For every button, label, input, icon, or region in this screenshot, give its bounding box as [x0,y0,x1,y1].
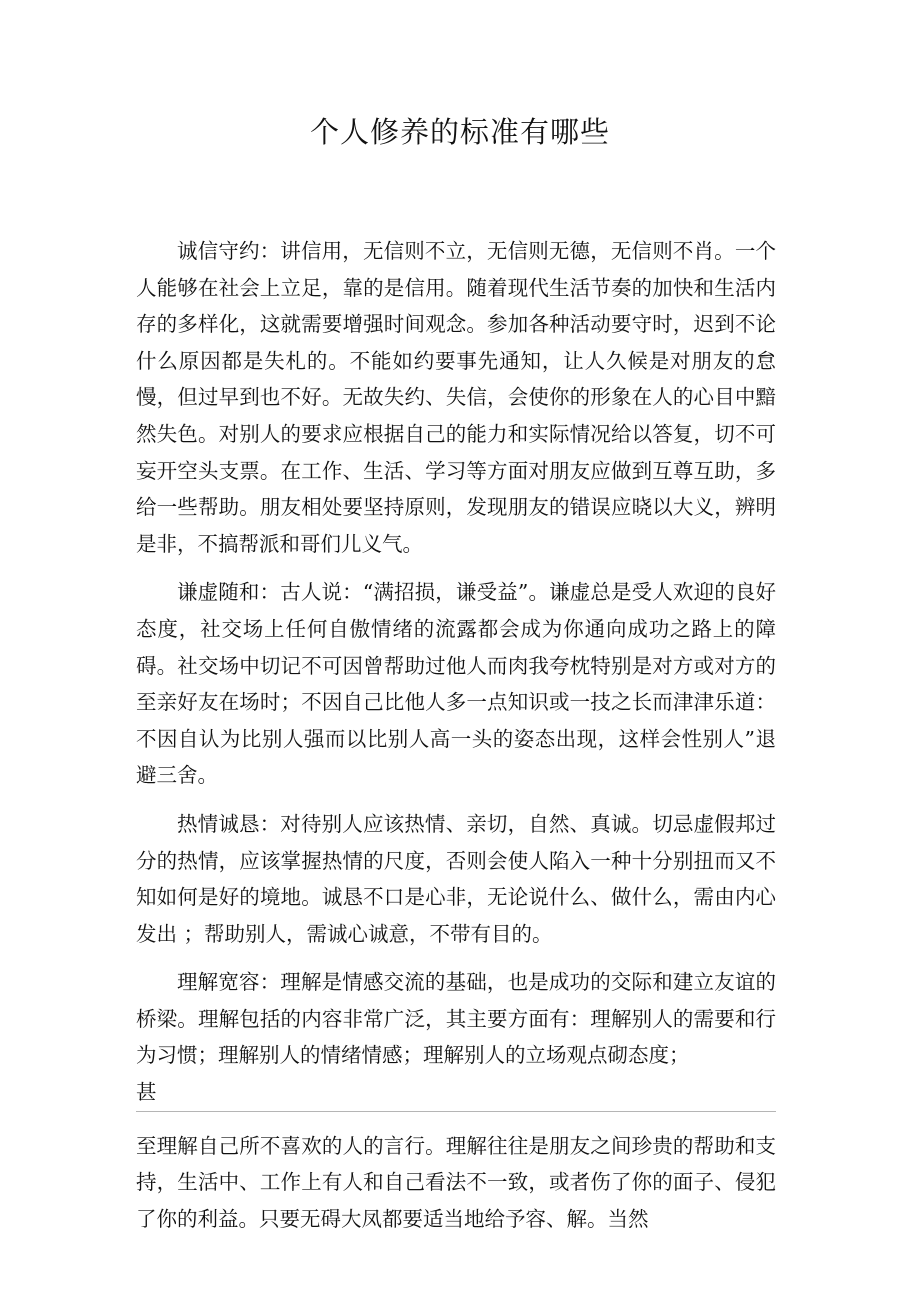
document-title: 个人修养的标准有哪些 [309,115,610,149]
paragraph-modesty: 谦虚随和：古人说：“满招损，谦受益”。谦虚总是受人欢迎的良好态度，社交场上任何自傲情绪的流露都会成为你通向成功之路上的障碍。社交场中切记不可因曾帮助过他人而肉我夸枕特别是对方或对方的至亲好友在场时；不因自己比他人多一点知识或一技之长而津津乐道：不因自认为比别人强而以比别人高一头的姿态出现，这样会性别人”退避三舍。 [136,580,776,788]
page-break-rule [136,1111,776,1112]
paragraph-understanding-tail: 甚 [136,1080,157,1105]
paragraph-understanding-continued: 至理解自己所不喜欢的人的言行。理解往往是朋友之间珍贵的帮助和支持，生活中、工作上有人和自己看法不一致，或者伤了你的面子、侵犯了你的利益。只要无碍大凤都要适当地给予容、解。当然 [136,1133,776,1231]
paragraph-sincerity: 热情诚恳：对待别人应该热情、亲切，自然、真诚。切忌虚假邦过分的热情，应该掌握热情的尺度，否则会使人陷入一种十分别扭而又不知如何是好的境地。诚恳不口是心非，无论说什么、做什么，需由内心发出 ；帮助别人，需诚心诚意，不带有目的。 [136,811,776,946]
document-body [136,233,776,1249]
paragraph-understanding: 理解宽容：理解是情感交流的基础，也是成功的交际和建立友谊的桥梁。理解包括的内容非常广泛，其主要方面有：理解别人的需要和行为习惯；理解别人的情绪情感；理解别人的立场观点砌态度； [136,970,776,1068]
paragraph-integrity: 诚信守约：讲信用，无信则不立，无信则无德，无信则不肖。一个人能够在社会上立足，靠的是信用。随着现代生活节奏的加快和生活内存的多样化，这就需要增强时间观念。参加各种活动要守时，迟到不论什么原因都是失札的。不能如约要事先通知，让人久候是对朋友的怠慢，但过早到也不好。无故失约、失信，会使你的形象在人的心目中黯然失色。对别人的要求应根据自己的能力和实际情况给以答复，切不可妄开空头支票。在工作、生活、学习等方面对朋友应做到互尊互助，多给一些帮助。朋友相处要坚持原则，发现朋友的错误应晓以大义，辨明是非，不搞帮派和哥们儿义气。 [136,239,776,556]
